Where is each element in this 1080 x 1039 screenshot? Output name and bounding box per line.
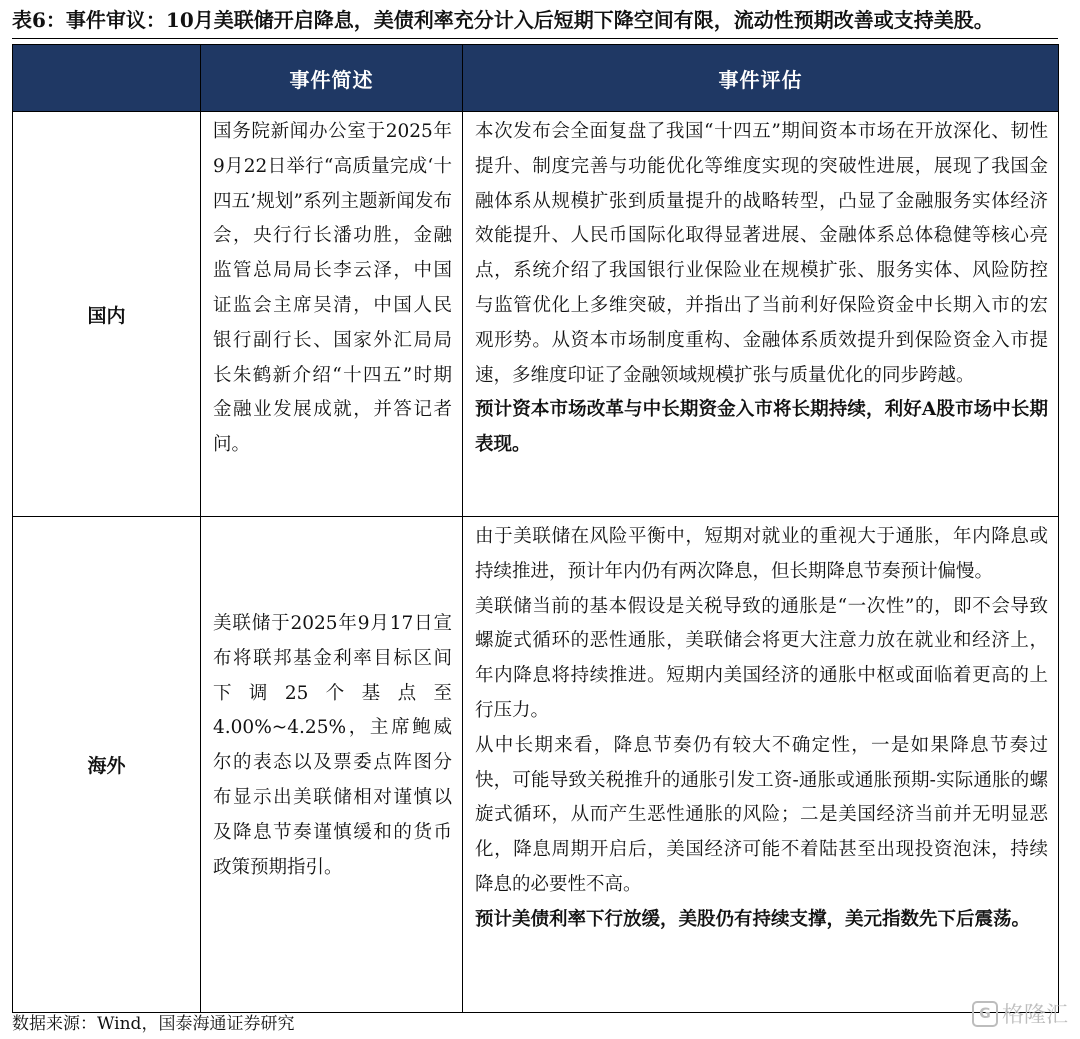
assessment-conclusion: 预计资本市场改革与中长期资金入市将长期持续，利好A股市场中长期表现。 — [475, 399, 1048, 456]
header-assessment: 事件评估 — [463, 45, 1059, 112]
data-source-note: 数据来源：Wind，国泰海通证券研究 — [12, 1014, 295, 1034]
assessment-conclusion: 预计美债利率下行放缓，美股仍有持续支撑，美元指数先下后震荡。 — [475, 908, 1031, 930]
table-header-row — [13, 45, 1059, 112]
description-text: 美联储于2025年9月17日宣布将联邦基金利率目标区间下调25个基点至4.00%~4.25%，主席鲍威尔的表态以及票委点阵图分布显示出美联储相对谨慎以及降息节奏谨慎缓和的货币政策预期指引。 — [213, 613, 452, 878]
watermark-text: 格隆汇 — [1001, 1003, 1068, 1028]
table-title: 表6：事件审议：10月美联储开启降息，美债利率充分计入后短期下降空间有限，流动性预期改善或支持美股。 — [12, 8, 994, 32]
row-category-overseas: 海外 — [13, 517, 201, 1013]
assessment-paragraph: 本次发布会全面复盘了我国“十四五”期间资本市场在开放深化、韧性提升、制度完善与功能优化等维度实现的突破性进展，展现了我国金融体系从规模扩张到质量提升的战略转型，凸显了金融服务实体经济效能提升、人民币国际化取得显著进展、金融体系总体稳健等核心亮点，系统介绍了我国银行业保险业在规模扩张、服务实体、风险防控与监管优化上多维突破，并指出了当前利好保险资金中长期入市的宏观形势。从资本市场制度重构、金融体系质效提升到保险资金入市提速，多维度印证了金融领域规模扩张与质量优化的同步跨越。 — [475, 121, 1048, 386]
assessment-paragraph: 从中长期来看，降息节奏仍有较大不确定性，一是如果降息节奏过快，可能导致关税推升的通胀引发工资-通胀或通胀预期-实际通胀的螺旋式循环，从而产生恶性通胀的风险；二是美国经济当前并无明显恶化，降息周期开启后，美国经济可能不着陆甚至出现投资泡沫，持续降息的必要性不高。 — [475, 734, 1048, 895]
assessment-paragraph: 美联储当前的基本假设是关税导致的通胀是“一次性”的，即不会导致螺旋式循环的恶性通胀，美联储会将更大注意力放在就业和经济上，年内降息将持续推进。短期内美国经济的通胀中枢或面临着更高的上行压力。 — [475, 595, 1048, 721]
assessment-paragraph: 由于美联储在风险平衡中，短期对就业的重视大于通胀，年内降息或持续推进，预计年内仍有两次降息，但长期降息节奏预计偏慢。 — [475, 526, 1048, 582]
header-description: 事件简述 — [201, 45, 463, 112]
row-assessment-overseas — [463, 517, 1059, 1013]
gelonghui-logo-icon: G — [972, 1001, 998, 1027]
table-row-domestic — [13, 112, 1059, 517]
title-divider — [12, 38, 1058, 39]
row-description-overseas — [201, 517, 463, 1013]
event-review-table — [12, 44, 1059, 1013]
row-category-domestic: 国内 — [13, 112, 201, 517]
watermark — [972, 998, 1068, 1029]
table-row-overseas — [13, 517, 1059, 1013]
row-description-domestic: 国务院新闻办公室于2025年9月22日举行“高质量完成‘十四五’规划”系列主题新闻发布会，央行行长潘功胜，金融监管总局局长李云泽，中国证监会主席吴清，中国人民银行副行长、国家外汇局局长朱鹤新介绍“十四五”时期金融业发展成就，并答记者问。 — [201, 112, 463, 517]
header-category — [13, 45, 201, 112]
row-assessment-domestic — [463, 112, 1059, 517]
